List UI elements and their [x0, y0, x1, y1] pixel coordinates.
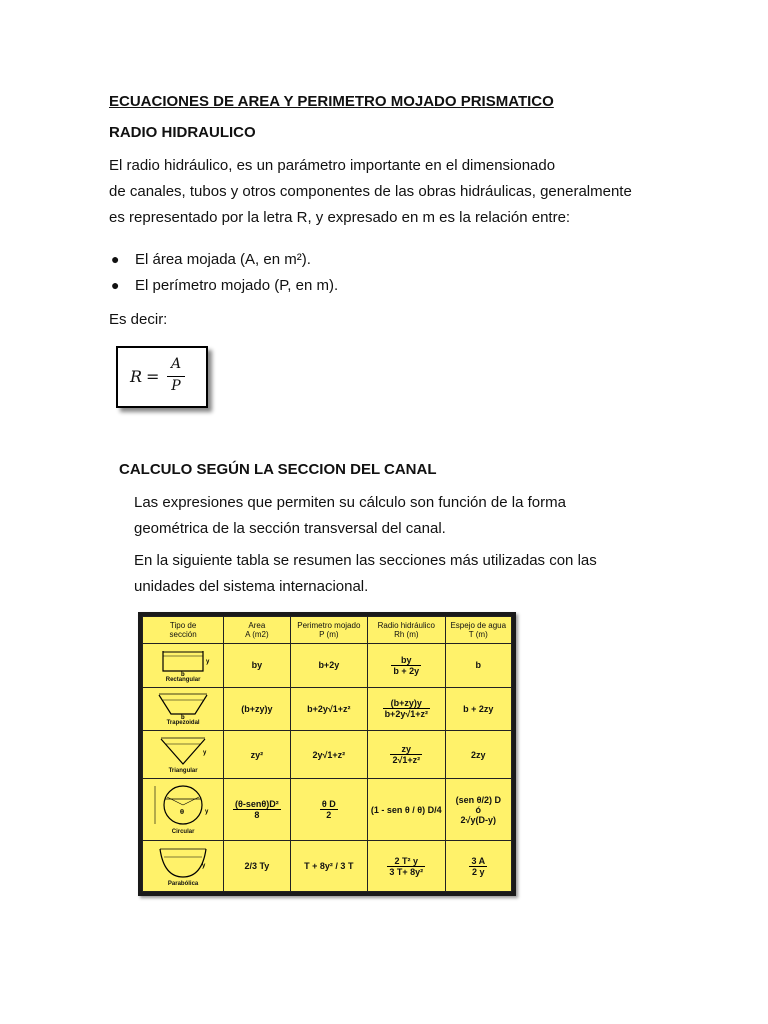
- bullet-area: El área mojada (A, en m²).: [135, 251, 311, 268]
- parabolic-section-icon: [156, 845, 210, 881]
- cell-perimetro: T + 8y² / 3 T: [290, 841, 367, 892]
- circular-section-icon: [153, 783, 213, 829]
- cell-area: 2/3 Ty: [224, 841, 290, 892]
- formula-lhs: R: [130, 367, 143, 386]
- cell-espejo: (sen θ/2) D ó 2√y(D-y): [445, 779, 511, 841]
- header-tipo: Tipo de sección: [143, 617, 224, 644]
- svg-text:y: y: [202, 862, 206, 869]
- svg-text:θ: θ: [180, 809, 185, 817]
- cell-area: by: [224, 644, 290, 688]
- shape-label: Rectangular: [165, 676, 201, 683]
- shape-label: Triangular: [168, 768, 198, 775]
- para3-line-1: En la siguiente tabla se resumen las secciones más utilizadas con las: [134, 552, 597, 569]
- header-perimetro: Perimetro mojado P (m): [290, 617, 367, 644]
- header-area: Area A (m2): [224, 617, 290, 644]
- para2-line-1: Las expresiones que permiten su cálculo son función de la forma: [134, 494, 566, 511]
- cell-espejo: 2zy: [445, 731, 511, 779]
- shape-label: Parabólica: [167, 880, 199, 887]
- intro-line-1: El radio hidráulico, es un parámetro importante en el dimensionado: [109, 157, 556, 174]
- svg-text:y: y: [203, 750, 207, 757]
- cell-espejo: [445, 841, 511, 892]
- cell-perimetro: 2y√1+z²: [290, 731, 367, 779]
- formula-numerator: A: [170, 356, 182, 372]
- cell-perimetro: b+2y: [290, 644, 367, 688]
- cell-radio: [368, 731, 445, 779]
- header-espejo: Espejo de agua T (m): [445, 617, 511, 644]
- shape-cell-trapezoidal: [143, 687, 224, 731]
- trapezoidal-section-icon: [155, 690, 211, 720]
- intro-line-3: es representado por la letra R, y expresado en m es la relación entre:: [109, 209, 571, 226]
- shape-cell-rectangular: [143, 644, 224, 688]
- header-radio: Radio hidráulico Rh (m): [368, 617, 445, 644]
- radio-fraction: $\frac{by}{b + 2y}$: [393, 654, 420, 676]
- svg-text:b: b: [181, 715, 185, 722]
- table-row: [143, 687, 512, 731]
- cell-radio: [368, 841, 445, 892]
- sections-table: [138, 612, 516, 896]
- cell-area: (b+zy)y: [224, 687, 290, 731]
- formula-denominator: P: [171, 378, 181, 394]
- rectangular-section-icon: [157, 647, 209, 677]
- section-title-radio: RADIO HIDRAULICO: [109, 124, 256, 141]
- svg-text:y: y: [205, 809, 209, 816]
- section-title-calculo: CALCULO SEGÚN LA SECCION DEL CANAL: [119, 461, 437, 478]
- area-fraction: $\frac{\text{(θ-senθ)D²}}{8}$: [235, 799, 279, 821]
- espejo-fraction: $\frac{3 A}{2 y}$: [471, 855, 486, 877]
- shape-cell-circular: [143, 779, 224, 841]
- table-row: [143, 644, 512, 688]
- shape-cell-triangular: [143, 731, 224, 779]
- triangular-section-icon: [157, 734, 209, 768]
- table-row: [143, 841, 512, 892]
- formula-fraction-bar: [167, 376, 185, 377]
- radio-fraction: $\frac{(b+zy)y}{\text{b+2y√1+z²}}$: [384, 698, 429, 720]
- para2-line-2: geométrica de la sección transversal del canal.: [134, 520, 446, 537]
- cell-radio: (1 - sen θ / θ) D/4: [368, 779, 445, 841]
- shape-label: Circular: [171, 829, 195, 836]
- radio-fraction: $\frac{\text{2 T² y}}{\text{3 T+ 8y²}}$: [389, 855, 424, 877]
- cell-perimetro: [290, 779, 367, 841]
- page-title: ECUACIONES DE AREA Y PERIMETRO MOJADO PRISMATICO: [109, 93, 554, 110]
- bullet-dot: ●: [111, 251, 120, 267]
- table-row: [143, 779, 512, 841]
- table-header-row: [143, 617, 512, 644]
- shape-label: Trapezoidal: [166, 720, 200, 727]
- table-row: [143, 731, 512, 779]
- cell-espejo: b: [445, 644, 511, 688]
- intro-line-2: de canales, tubos y otros componentes de las obras hidráulicas, generalmente: [109, 183, 632, 200]
- radio-fraction: $\frac{zy}{\text{2√1+z²}}$: [392, 744, 421, 766]
- bullet-perimeter: El perímetro mojado (P, en m).: [135, 277, 339, 294]
- cell-espejo: b + 2zy: [445, 687, 511, 731]
- bullet-dot: ●: [111, 277, 120, 293]
- es-decir-text: Es decir:: [109, 311, 168, 328]
- cell-area: zy²: [224, 731, 290, 779]
- svg-text:y: y: [206, 658, 210, 665]
- cell-area: [224, 779, 290, 841]
- formula-equals: =: [146, 367, 160, 386]
- cell-radio: [368, 644, 445, 688]
- para3-line-2: unidades del sistema internacional.: [134, 578, 369, 595]
- perimetro-fraction: $\frac{\text{θ D}}{2}$: [321, 799, 336, 821]
- svg-text:b: b: [181, 671, 185, 678]
- cell-perimetro: b+2y√1+z²: [290, 687, 367, 731]
- cell-radio: [368, 687, 445, 731]
- shape-cell-parabolica: [143, 841, 224, 892]
- formula-box: [116, 346, 208, 408]
